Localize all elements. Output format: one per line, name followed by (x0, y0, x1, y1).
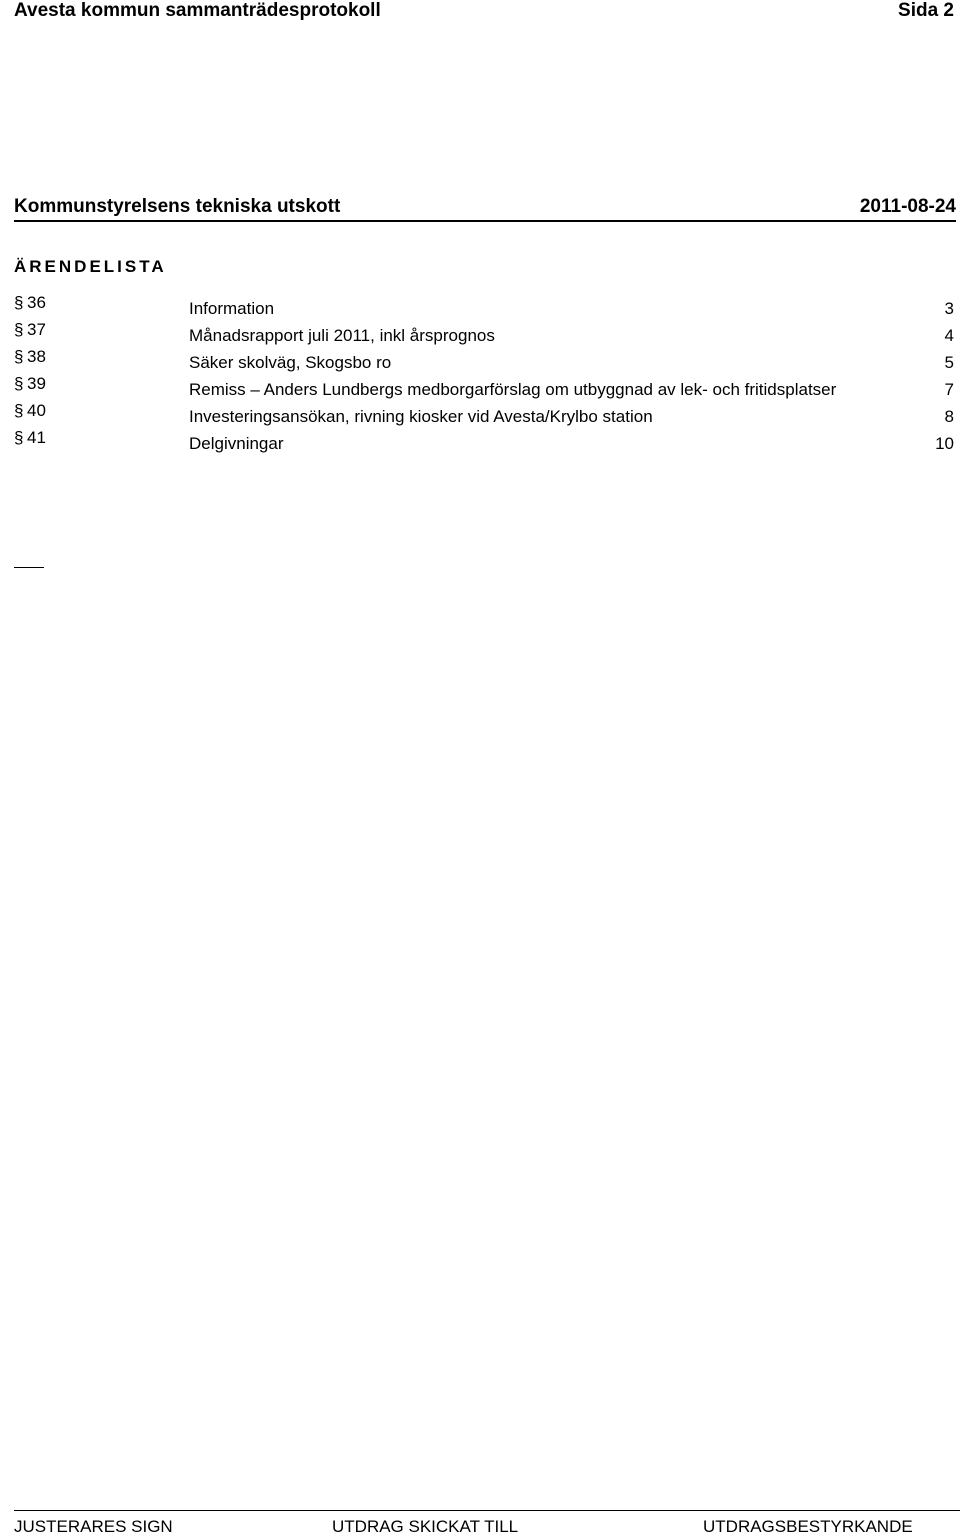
paragraph-symbol: § (14, 320, 24, 339)
document-header (14, 0, 954, 24)
item-number: 36 (27, 293, 46, 312)
item-page: 7 (944, 380, 954, 399)
document-title: Avesta kommun sammanträdesprotokoll (14, 0, 381, 21)
paragraph-symbol: § (14, 293, 24, 312)
committee-name: Kommunstyrelsens tekniska utskott (14, 196, 341, 217)
paragraph-symbol: § (14, 374, 24, 393)
item-number: 41 (27, 428, 46, 447)
section-title: ÄRENDELISTA (14, 257, 167, 276)
agenda-list (14, 293, 954, 460)
item-text: Information (189, 299, 275, 318)
committee-header (14, 194, 956, 222)
item-number: 39 (27, 374, 46, 393)
item-page: 3 (944, 299, 954, 318)
item-page: 8 (944, 407, 954, 426)
document-footer (14, 1510, 960, 1537)
item-text: Delgivningar (189, 434, 284, 453)
item-text: Månadsrapport juli 2011, inkl årsprognos (189, 326, 495, 345)
item-page: 5 (944, 353, 954, 372)
footer-sent-label: UTDRAG SKICKAT TILL (332, 1517, 519, 1536)
item-text: Remiss – Anders Lundbergs medborgarförslag om utbyggnad av lek- och fritidsplatser (189, 380, 837, 399)
paragraph-symbol: § (14, 401, 24, 420)
item-page: 10 (935, 434, 954, 453)
paragraph-symbol: § (14, 428, 24, 447)
paragraph-symbol: § (14, 347, 24, 366)
item-number: 38 (27, 347, 46, 366)
agenda-item (14, 426, 954, 460)
footer-sign-label: JUSTERARES SIGN (14, 1517, 173, 1536)
page-number: Sida 2 (898, 0, 954, 21)
meeting-date: 2011-08-24 (859, 196, 956, 217)
footer-certified-label: UTDRAGSBESTYRKANDE (703, 1517, 913, 1536)
item-number: 37 (27, 320, 46, 339)
item-page: 4 (944, 326, 954, 345)
item-number: 40 (27, 401, 46, 420)
item-text: Investeringsansökan, rivning kiosker vid Avesta/Krylbo station (189, 407, 653, 426)
divider (14, 567, 44, 568)
item-text: Säker skolväg, Skogsbo ro (189, 353, 392, 372)
